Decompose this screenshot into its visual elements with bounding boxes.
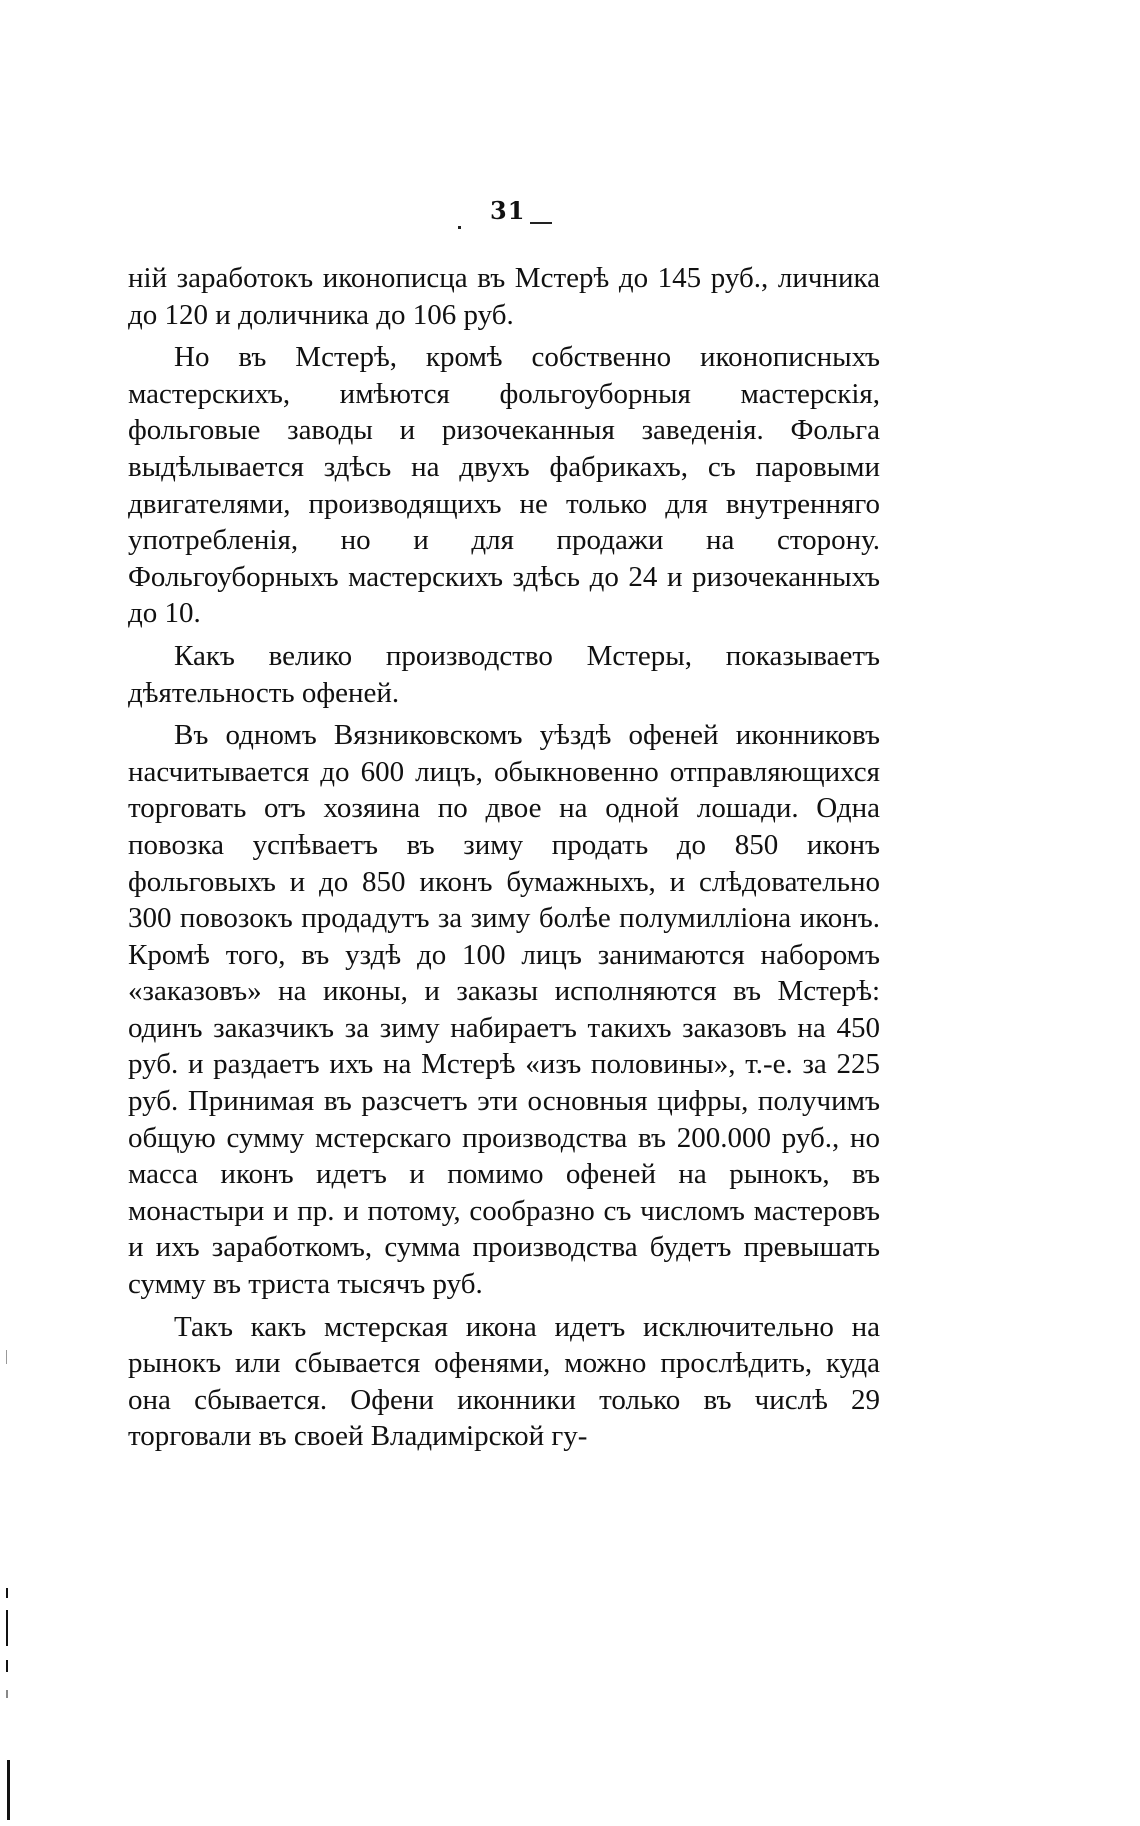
scan-margin-mark — [6, 1350, 7, 1364]
paragraph-continuation: ній заработокъ иконописца въ Мстерѣ до 145 руб., личника до 120 и доличника до 106 руб. — [128, 262, 880, 331]
paragraph: Какъ велико производство Мстеры, показываетъ дѣятельность офеней. — [128, 639, 880, 709]
body-text — [128, 260, 880, 1455]
scan-speck — [458, 226, 461, 229]
page-number: 31 — [490, 196, 526, 225]
scan-margin-mark — [6, 1588, 8, 1598]
scan-margin-mark — [6, 1610, 8, 1646]
paragraph: Но въ Мстерѣ, кромѣ собственно иконописныхъ мастерскихъ, имѣются фольгоуборныя мастерскія, фольговые заводы и ризочеканныя заведенія. Фольга выдѣлывается здѣсь на двухъ фабрикахъ, съ паровыми двигателями, производящихъ не только для внутренняго употребленія, но и для продажи на сторону. Фольгоуборныхъ мастерскихъ здѣсь до 24 и ризочеканныхъ до 10. — [128, 341, 880, 630]
page-number-rule — [530, 222, 552, 224]
paragraph: Въ одномъ Вязниковскомъ уѣздѣ офеней иконниковъ насчитывается до 600 лицъ, обыкновенно отправляющихся торговать отъ хозяина по двое на одной лошади. Одна повозка успѣваетъ въ зиму продать до 850 иконъ фольговыхъ и до 850 иконъ бумажныхъ, и слѣдовательно 300 повозокъ продадутъ за зиму болѣе полумилліона иконъ. Кромѣ того, въ уздѣ до 100 лицъ занимаются наборомъ «заказовъ» на иконы, и заказы исполняются въ Мстерѣ: одинъ заказчикъ за зиму набираетъ такихъ заказовъ на 450 руб. и раздаетъ ихъ на Мстерѣ «изъ половины», т.-е. за 225 руб. Принимая въ разсчетъ эти основныя цифры, получимъ общую сумму мстерскаго производства въ 200.000 руб., но масса иконъ идетъ и помимо офеней на рынокъ, въ монастыри и пр. и потому, сообразно съ числомъ мастеровъ и ихъ заработкомъ, сумма производства будетъ превышать сумму въ триста тысячъ руб. — [128, 719, 880, 1301]
scan-margin-mark — [6, 1690, 8, 1698]
paragraph: Такъ какъ мстерская икона идетъ исключительно на рынокъ или сбывается офенями, можно прослѣдить, куда она сбывается. Офени иконники только въ числѣ 29 торговали въ своей Владимірской гу- — [128, 1310, 880, 1453]
scan-margin-mark — [7, 1760, 10, 1820]
scan-margin-mark — [6, 1660, 8, 1672]
